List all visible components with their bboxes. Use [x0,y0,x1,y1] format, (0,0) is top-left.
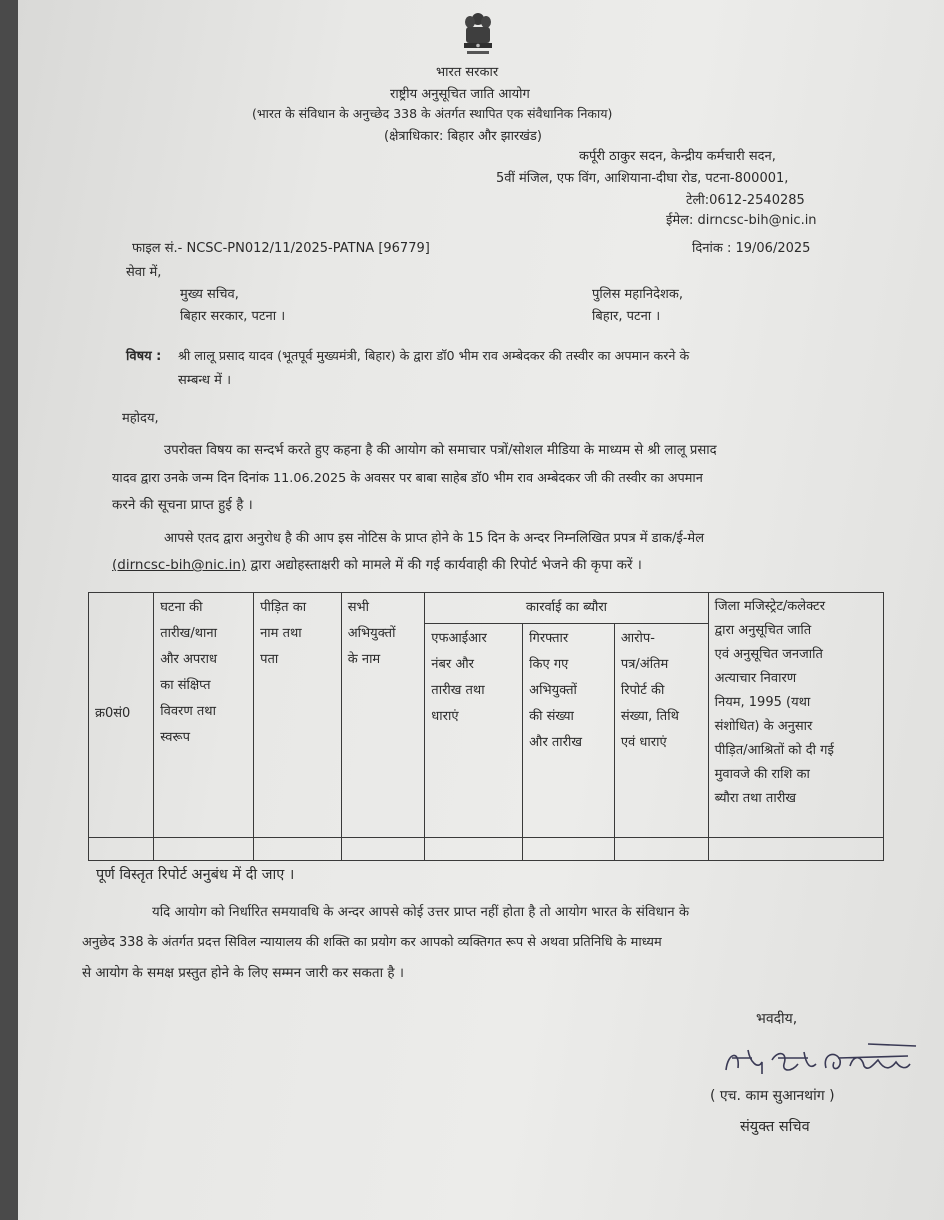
para2-line-1: आपसे एतद द्वारा अनुरोध है की आप इस नोटिस के प्राप्त होने के 15 दिन के अन्दर निम्नलिखित प्रपत्र में डाक/ई-मेल [164,531,705,546]
letter-page [18,0,944,1220]
national-emblem-icon [460,10,496,58]
subheader-arrest: गिरफ्तार किए गए अभियुक्तों की संख्या और तारीख [523,624,615,838]
annexure-note: पूर्ण विस्तृत रिपोर्ट अनुबंध में दी जाए । [96,867,295,883]
signatory-name: ( एच. काम सुआनथांग ) [710,1088,835,1104]
file-number: फाइल सं.- NCSC-PN012/11/2025-PATNA [96779] [132,241,430,256]
header-victim: पीड़ित का नाम तथा पता [254,593,342,838]
para1-line-1: उपरोक्त विषय का सन्दर्भ करते हुए कहना है की आयोग को समाचार पत्रों/सोशल मीडिया के माध्यम से श्री लालू प्रसाद [164,443,717,458]
action-report-table [88,592,884,861]
table-row [89,838,884,861]
salutation: महोदय, [122,411,159,426]
table-cell [708,838,883,861]
phone: टेली:0612-2540285 [686,193,805,208]
para2-rest: द्वारा अद्योहस्ताक्षरी को मामले में की गई कार्यवाही की रिपोर्ट भेजने की कृपा करें । [246,557,642,573]
para3-line-3: से आयोग के समक्ष प्रस्तुत होने के लिए सम्मन जारी कर सकता है । [82,965,404,981]
email-link[interactable]: (dirncsc-bih@nic.in) [112,557,247,573]
table-header-row [89,593,884,624]
table-cell [614,838,708,861]
recipient-1-title: मुख्य सचिव, [180,287,239,302]
recipient-2-address: बिहार, पटना । [592,309,661,324]
header-govt: भारत सरकार [436,65,499,80]
letter-date: दिनांक : 19/06/2025 [692,241,811,256]
subject-line-2: सम्बन्ध में । [178,373,231,388]
para1-line-2: यादव द्वारा उनके जन्म दिन दिनांक 11.06.2025 के अवसर पर बाबा साहेब डॉ0 भीम राव अम्बेदकर जी की तस्वीर का अपमान [112,471,703,486]
header-action: कारर्वाई का ब्यौरा [425,593,708,624]
header-constitutional: (भारत के संविधान के अनुच्छेद 338 के अंतर्गत स्थापित एक संवैधानिक निकाय) [252,106,613,121]
subheader-fir: एफआईआर नंबर और तारीख तथा धाराएं [425,624,523,838]
signature-image [718,1040,918,1080]
para2-line-2 [112,550,642,580]
header-commission: राष्ट्रीय अनुसूचित जाति आयोग [390,87,530,102]
header-jurisdiction: (क्षेत्राधिकार: बिहार और झारखंड) [384,129,542,144]
para1-line-3: करने की सूचना प्राप्त हुई है । [112,497,253,513]
closing: भवदीय, [756,1011,798,1027]
subject-label: विषय : [126,349,162,364]
signatory-designation: संयुक्त सचिव [740,1119,810,1135]
header-sno: क्र0सं0 [89,593,154,838]
recipient-1-address: बिहार सरकार, पटना । [180,309,286,324]
table-cell [425,838,523,861]
recipient-2-title: पुलिस महानिदेशक, [592,287,683,302]
address-line-1: कर्पूरी ठाकुर सदन, केन्द्रीय कर्मचारी सदन, [579,149,776,164]
para3-line-2: अनुछेद 338 के अंतर्गत प्रदत्त सिविल न्यायालय की शक्ति का प्रयोग कर आपको व्यक्तिगत रूप से अथवा प्रतिनिधि के माध्यम [82,935,662,950]
header-incident: घटना की तारीख/थाना और अपराध का संक्षिप्त विवरण तथा स्वरूप [154,593,254,838]
table-cell [523,838,615,861]
table-cell [254,838,342,861]
header-accused: सभी अभियुक्तों के नाम [341,593,425,838]
table-cell [341,838,425,861]
seva-me: सेवा में, [126,265,162,280]
para3-line-1: यदि आयोग को निर्धारित समयावधि के अन्दर आपसे कोई उत्तर प्राप्त नहीं होता है तो आयोग भारत के संविधान के [152,905,690,920]
table-cell [154,838,254,861]
address-line-2: 5वीं मंजिल, एफ विंग, आशियाना-दीघा रोड, पटना-800001, [496,171,789,186]
table-cell [89,838,154,861]
header-compensation: जिला मजिस्ट्रेट/कलेक्टर द्वारा अनुसूचित जाति एवं अनुसूचित जनजाति अत्याचार निवारण नियम, 1995 (यथा संशोधित) के अनुसार पीड़ित/आश्रितों को दी गई मुवावजे की राशि का ब्यौरा तथा तारीख [708,593,883,838]
subheader-chargesheet: आरोप- पत्र/अंतिम रिपोर्ट की संख्या, तिथि एवं धाराएं [614,624,708,838]
subject-line-1: श्री लालू प्रसाद यादव (भूतपूर्व मुख्यमंत्री, बिहार) के द्वारा डॉ0 भीम राव अम्बेदकर की तस्वीर का अपमान करने के [178,348,690,363]
email: ईमेल: dirncsc-bih@nic.in [666,213,817,228]
